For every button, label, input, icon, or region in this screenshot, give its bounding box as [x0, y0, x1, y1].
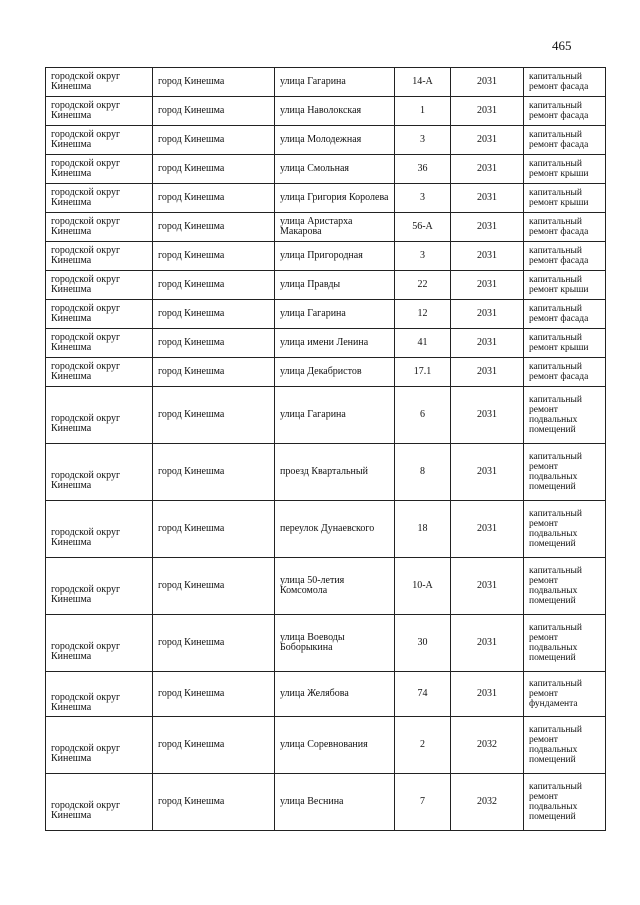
- cell-region: городской округ Кинешма: [46, 184, 153, 213]
- cell-house: 22: [395, 271, 451, 300]
- table-row: [46, 271, 606, 300]
- cell-work-type: капитальный ремонт подвальных помещений: [524, 444, 606, 501]
- cell-year: 2031: [451, 300, 524, 329]
- cell-settlement: город Кинешма: [153, 242, 275, 271]
- cell-year: 2031: [451, 558, 524, 615]
- cell-region: городской округ Кинешма: [46, 300, 153, 329]
- cell-house: 7: [395, 774, 451, 831]
- cell-house: 74: [395, 672, 451, 717]
- cell-house: 2: [395, 717, 451, 774]
- cell-house: 10-А: [395, 558, 451, 615]
- cell-region: городской округ Кинешма: [46, 717, 153, 774]
- cell-region: городской округ Кинешма: [46, 271, 153, 300]
- table-row: [46, 774, 606, 831]
- cell-settlement: город Кинешма: [153, 558, 275, 615]
- table-row: [46, 68, 606, 97]
- cell-settlement: город Кинешма: [153, 68, 275, 97]
- cell-region: городской округ Кинешма: [46, 155, 153, 184]
- cell-year: 2032: [451, 717, 524, 774]
- cell-street: улица 50-летия Комсомола: [275, 558, 395, 615]
- table-row: [46, 717, 606, 774]
- cell-work-type: капитальный ремонт подвальных помещений: [524, 558, 606, 615]
- cell-house: 3: [395, 184, 451, 213]
- cell-work-type: капитальный ремонт подвальных помещений: [524, 774, 606, 831]
- cell-street: улица Аристарха Макарова: [275, 213, 395, 242]
- table-row: [46, 329, 606, 358]
- cell-street: улица Декабристов: [275, 358, 395, 387]
- cell-house: 41: [395, 329, 451, 358]
- cell-work-type: капитальный ремонт фундамента: [524, 672, 606, 717]
- cell-region: городской округ Кинешма: [46, 387, 153, 444]
- cell-street: улица Воеводы Боборыкина: [275, 615, 395, 672]
- cell-street: улица Веснина: [275, 774, 395, 831]
- cell-settlement: город Кинешма: [153, 329, 275, 358]
- cell-settlement: город Кинешма: [153, 501, 275, 558]
- table-row: [46, 615, 606, 672]
- cell-work-type: капитальный ремонт подвальных помещений: [524, 615, 606, 672]
- cell-region: городской округ Кинешма: [46, 68, 153, 97]
- register-table: [45, 67, 606, 831]
- cell-region: городской округ Кинешма: [46, 558, 153, 615]
- cell-year: 2032: [451, 774, 524, 831]
- cell-house: 30: [395, 615, 451, 672]
- cell-house: 3: [395, 242, 451, 271]
- page-number: 465: [552, 38, 572, 53]
- cell-street: улица Молодежная: [275, 126, 395, 155]
- cell-year: 2031: [451, 184, 524, 213]
- table-row: [46, 184, 606, 213]
- cell-street: улица Желябова: [275, 672, 395, 717]
- cell-year: 2031: [451, 242, 524, 271]
- table-row: [46, 300, 606, 329]
- table-row: [46, 358, 606, 387]
- cell-house: 3: [395, 126, 451, 155]
- cell-house: 18: [395, 501, 451, 558]
- cell-settlement: город Кинешма: [153, 615, 275, 672]
- table-row: [46, 672, 606, 717]
- cell-year: 2031: [451, 126, 524, 155]
- table-row: [46, 501, 606, 558]
- cell-house: 36: [395, 155, 451, 184]
- cell-work-type: капитальный ремонт фасада: [524, 358, 606, 387]
- cell-house: 12: [395, 300, 451, 329]
- cell-work-type: капитальный ремонт фасада: [524, 213, 606, 242]
- cell-region: городской округ Кинешма: [46, 444, 153, 501]
- cell-year: 2031: [451, 501, 524, 558]
- cell-settlement: город Кинешма: [153, 213, 275, 242]
- cell-street: проезд Квартальный: [275, 444, 395, 501]
- cell-house: 17.1: [395, 358, 451, 387]
- cell-region: городской округ Кинешма: [46, 242, 153, 271]
- cell-year: 2031: [451, 358, 524, 387]
- cell-work-type: капитальный ремонт крыши: [524, 155, 606, 184]
- cell-house: 8: [395, 444, 451, 501]
- table-row: [46, 155, 606, 184]
- table-row: [46, 558, 606, 615]
- cell-year: 2031: [451, 68, 524, 97]
- cell-street: улица Соревнования: [275, 717, 395, 774]
- cell-work-type: капитальный ремонт крыши: [524, 329, 606, 358]
- cell-region: городской округ Кинешма: [46, 213, 153, 242]
- cell-region: городской округ Кинешма: [46, 97, 153, 126]
- table-row: [46, 97, 606, 126]
- cell-region: городской округ Кинешма: [46, 329, 153, 358]
- cell-work-type: капитальный ремонт крыши: [524, 184, 606, 213]
- cell-street: улица Гагарина: [275, 387, 395, 444]
- cell-street: улица Наволокская: [275, 97, 395, 126]
- cell-region: городской округ Кинешма: [46, 501, 153, 558]
- cell-street: улица имени Ленина: [275, 329, 395, 358]
- cell-street: улица Пригородная: [275, 242, 395, 271]
- cell-region: городской округ Кинешма: [46, 358, 153, 387]
- cell-year: 2031: [451, 387, 524, 444]
- cell-region: городской округ Кинешма: [46, 126, 153, 155]
- table-row: [46, 126, 606, 155]
- cell-year: 2031: [451, 97, 524, 126]
- cell-year: 2031: [451, 615, 524, 672]
- cell-settlement: город Кинешма: [153, 444, 275, 501]
- cell-street: улица Смольная: [275, 155, 395, 184]
- cell-work-type: капитальный ремонт фасада: [524, 300, 606, 329]
- table-row: [46, 242, 606, 271]
- cell-work-type: капитальный ремонт фасада: [524, 97, 606, 126]
- cell-region: городской округ Кинешма: [46, 672, 153, 717]
- cell-work-type: капитальный ремонт подвальных помещений: [524, 387, 606, 444]
- cell-region: городской округ Кинешма: [46, 774, 153, 831]
- cell-street: улица Григория Королева: [275, 184, 395, 213]
- cell-settlement: город Кинешма: [153, 271, 275, 300]
- cell-settlement: город Кинешма: [153, 358, 275, 387]
- table-row: [46, 444, 606, 501]
- cell-settlement: город Кинешма: [153, 184, 275, 213]
- cell-year: 2031: [451, 213, 524, 242]
- cell-year: 2031: [451, 672, 524, 717]
- cell-settlement: город Кинешма: [153, 97, 275, 126]
- cell-year: 2031: [451, 329, 524, 358]
- cell-house: 56-А: [395, 213, 451, 242]
- cell-region: городской округ Кинешма: [46, 615, 153, 672]
- cell-work-type: капитальный ремонт фасада: [524, 68, 606, 97]
- cell-house: 6: [395, 387, 451, 444]
- cell-street: переулок Дунаевского: [275, 501, 395, 558]
- cell-year: 2031: [451, 155, 524, 184]
- table-row: [46, 387, 606, 444]
- cell-work-type: капитальный ремонт подвальных помещений: [524, 501, 606, 558]
- cell-settlement: город Кинешма: [153, 717, 275, 774]
- cell-work-type: капитальный ремонт крыши: [524, 271, 606, 300]
- cell-settlement: город Кинешма: [153, 672, 275, 717]
- cell-street: улица Гагарина: [275, 300, 395, 329]
- cell-work-type: капитальный ремонт фасада: [524, 242, 606, 271]
- cell-year: 2031: [451, 444, 524, 501]
- cell-settlement: город Кинешма: [153, 126, 275, 155]
- cell-settlement: город Кинешма: [153, 155, 275, 184]
- cell-house: 14-А: [395, 68, 451, 97]
- cell-work-type: капитальный ремонт фасада: [524, 126, 606, 155]
- cell-street: улица Правды: [275, 271, 395, 300]
- cell-work-type: капитальный ремонт подвальных помещений: [524, 717, 606, 774]
- cell-settlement: город Кинешма: [153, 774, 275, 831]
- cell-settlement: город Кинешма: [153, 387, 275, 444]
- table-row: [46, 213, 606, 242]
- cell-settlement: город Кинешма: [153, 300, 275, 329]
- cell-year: 2031: [451, 271, 524, 300]
- cell-street: улица Гагарина: [275, 68, 395, 97]
- cell-house: 1: [395, 97, 451, 126]
- register-table-body: [46, 68, 606, 831]
